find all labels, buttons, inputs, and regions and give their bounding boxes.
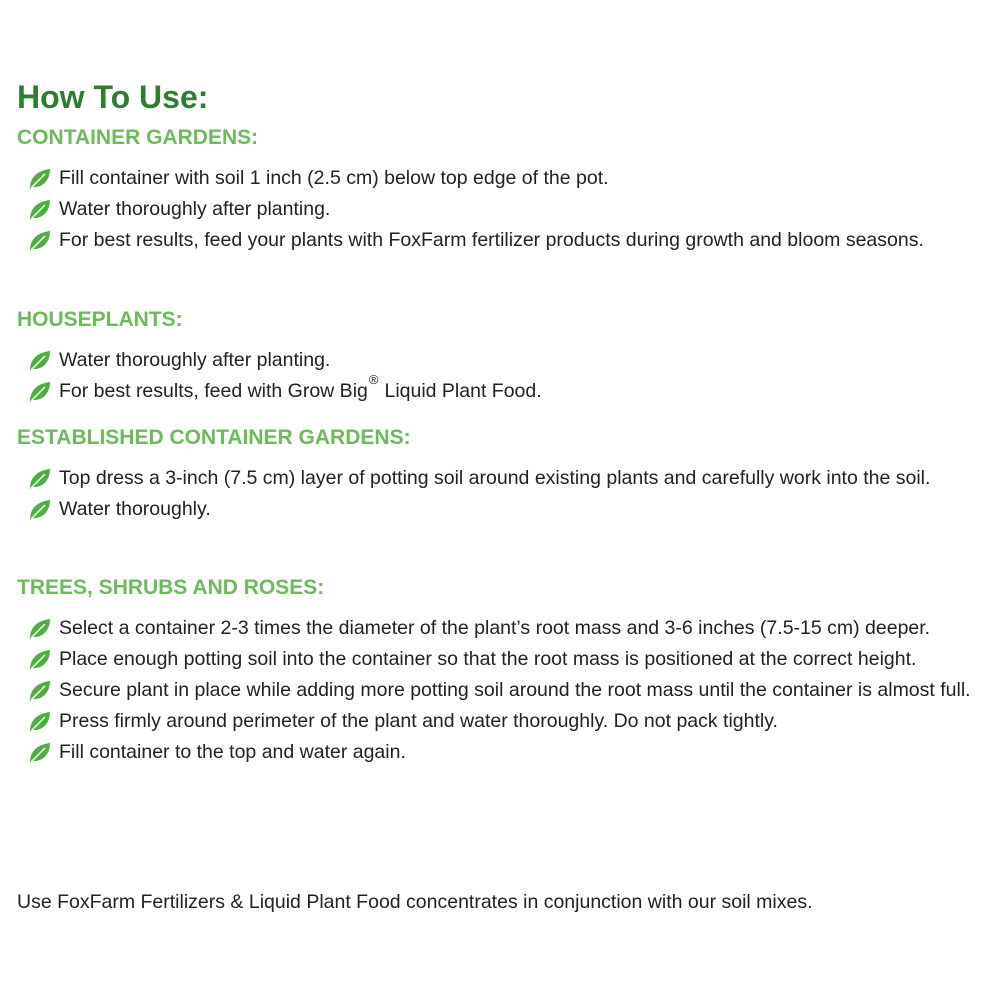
section-heading-trees-shrubs-roses: TREES, SHRUBS AND ROSES: <box>17 576 325 599</box>
list-item <box>28 163 993 194</box>
leaf-icon <box>28 168 52 190</box>
list-item <box>28 494 993 525</box>
list-item-text: Secure plant in place while adding more potting soil around the root mass until the container is almost full. <box>59 679 971 701</box>
leaf-icon <box>28 649 52 671</box>
section-heading-houseplants: HOUSEPLANTS: <box>17 308 183 331</box>
page-title: How To Use: <box>17 79 209 115</box>
leaf-icon <box>28 468 52 490</box>
established-container-gardens-list <box>28 463 993 525</box>
list-item-text: Press firmly around perimeter of the plant and water thoroughly. Do not pack tightly. <box>59 710 778 732</box>
list-item-text: Fill container with soil 1 inch (2.5 cm) below top edge of the pot. <box>59 167 609 189</box>
leaf-icon <box>28 711 52 733</box>
list-item-text: Water thoroughly. <box>59 498 211 520</box>
leaf-icon <box>28 680 52 702</box>
leaf-icon <box>28 381 52 403</box>
section-heading-container-gardens: CONTAINER GARDENS: <box>17 126 259 149</box>
list-item <box>28 194 993 225</box>
leaf-icon <box>28 742 52 764</box>
list-item <box>28 644 993 675</box>
list-item <box>28 372 993 408</box>
registered-mark: ® <box>368 372 379 387</box>
list-item-text-after: Liquid Plant Food. <box>384 380 542 402</box>
list-item-text: For best results, feed your plants with FoxFarm fertilizer products during growth and bloom seasons. <box>59 229 924 251</box>
list-item-text: Select a container 2-3 times the diameter of the plant’s root mass and 3-6 inches (7.5-15 cm) deeper. <box>59 617 931 639</box>
leaf-icon <box>28 199 52 221</box>
list-item <box>28 345 993 376</box>
list-item-text: Fill container to the top and water again. <box>59 741 406 763</box>
leaf-icon <box>28 618 52 640</box>
leaf-icon <box>28 499 52 521</box>
container-gardens-list <box>28 163 993 256</box>
list-item-text-before: For best results, feed with Grow Big <box>59 380 368 402</box>
leaf-icon <box>28 230 52 252</box>
list-item-text: Top dress a 3-inch (7.5 cm) layer of potting soil around existing plants and carefully work into the soil. <box>59 467 931 489</box>
houseplants-list <box>28 345 993 408</box>
list-item-text: Water thoroughly after planting. <box>59 198 331 220</box>
list-item-text: Place enough potting soil into the container so that the root mass is positioned at the correct height. <box>59 648 917 670</box>
list-item-text: Water thoroughly after planting. <box>59 349 331 371</box>
list-item <box>28 737 993 768</box>
list-item <box>28 675 993 706</box>
list-item <box>28 463 993 494</box>
section-heading-established-container-gardens: ESTABLISHED CONTAINER GARDENS: <box>17 426 411 449</box>
leaf-icon <box>28 350 52 372</box>
list-item <box>28 613 993 644</box>
list-item <box>28 706 993 737</box>
list-item <box>28 225 993 256</box>
footer-note: Use FoxFarm Fertilizers & Liquid Plant Food concentrates in conjunction with our soil mixes. <box>17 891 813 913</box>
trees-shrubs-roses-list <box>28 613 993 768</box>
